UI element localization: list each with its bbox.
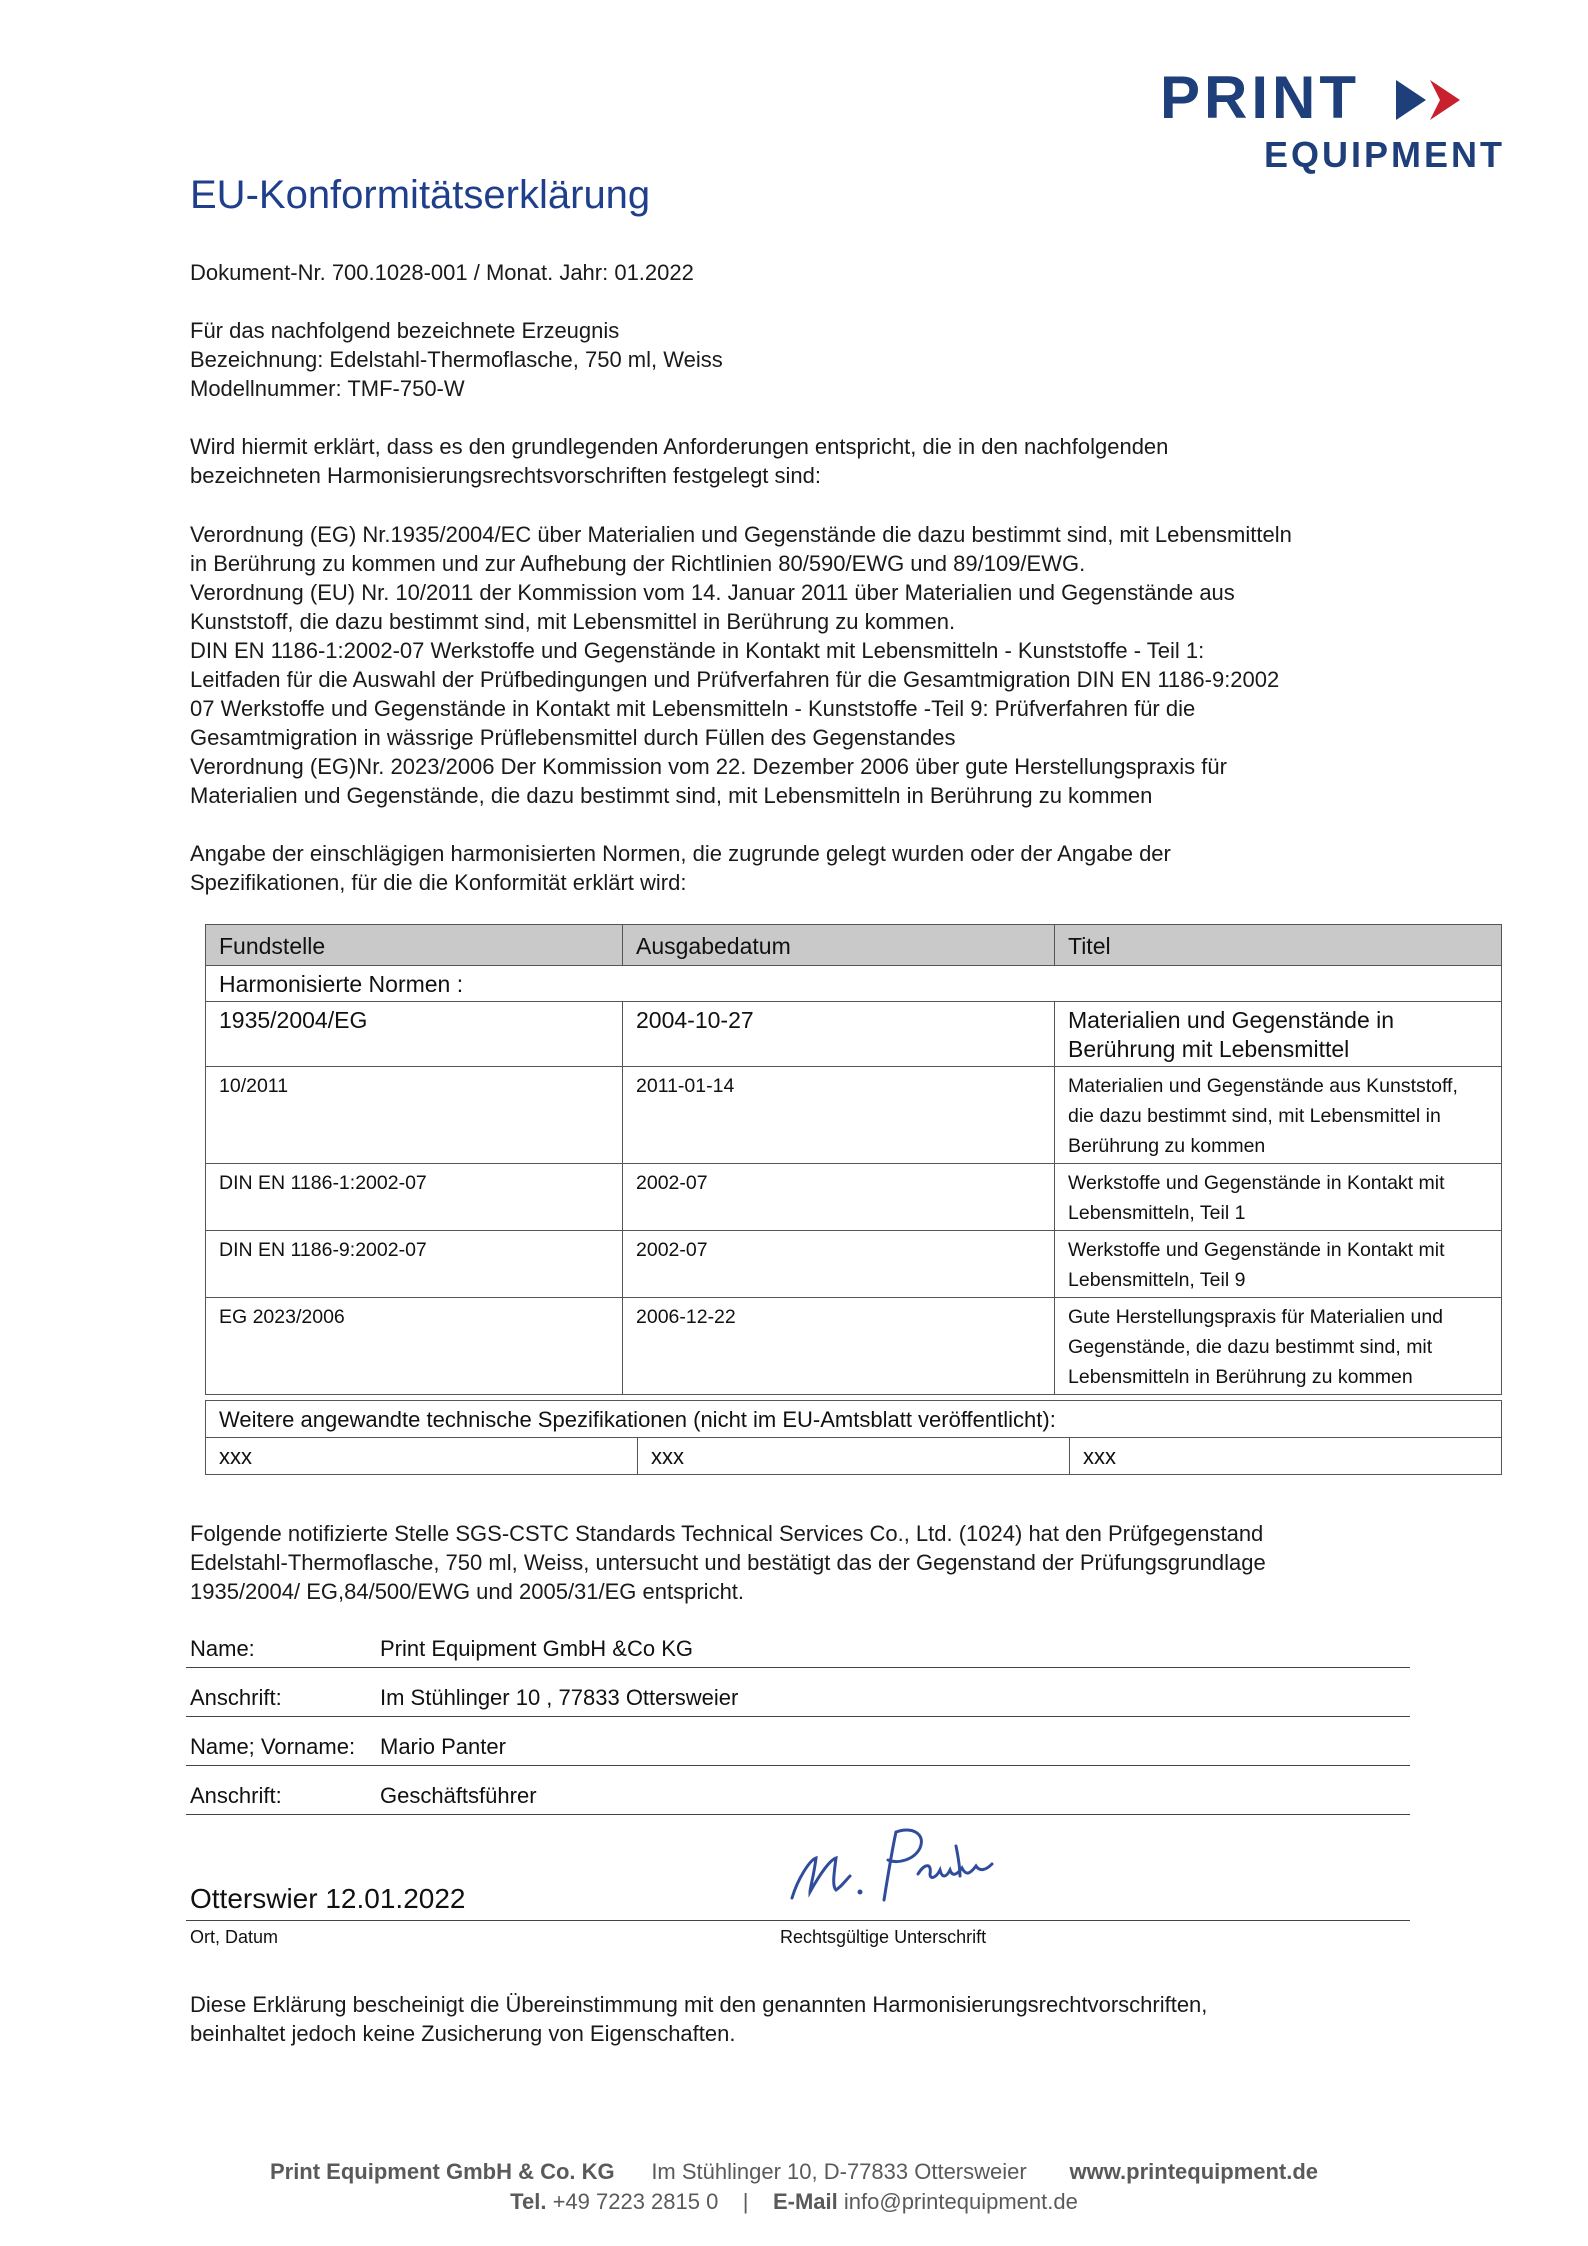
table-row [206,1002,1502,1067]
spec-cell: xxx [1070,1438,1502,1475]
regulation-line: Materialien und Gegenstände, die dazu bestimmt sind, mit Lebensmitteln in Berührung zu kommen [190,783,1153,808]
declaration-line: bezeichneten Harmonisierungsrechtsvorschriften festgelegt sind: [190,463,821,488]
logo-arrows-icon [1396,78,1482,122]
standards-table [205,924,1502,1395]
field-label: Name; Vorname: [190,1734,356,1759]
cell-ausgabedatum: 2006-12-22 [623,1298,1055,1395]
field-label: Anschrift: [190,1685,282,1710]
regulation-line: Gesamtmigration in wässrige Prüflebensmittel durch Füllen des Gegenstandes [190,725,956,750]
handwritten-signature [780,1820,1000,1920]
cell-fundstelle: DIN EN 1186-1:2002-07 [206,1164,623,1231]
table-section-row [206,966,1502,1002]
spec-row [206,1438,1502,1475]
header-titel: Titel [1055,925,1502,966]
declaration-line: Wird hiermit erklärt, dass es den grundlegenden Anforderungen entspricht, die in den nachfolgenden [190,434,1169,459]
product-designation: Bezeichnung: Edelstahl-Thermoflasche, 750 ml, Weiss [190,347,723,372]
standards-intro-line: Angabe der einschlägigen harmonisierten Normen, die zugrunde gelegt wurden oder der Angabe der [190,841,1171,866]
disclaimer-line: beinhaltet jedoch keine Zusicherung von Eigenschaften. [190,2021,736,2046]
footer-email-label: E-Mail [772,2189,838,2214]
regulation-line: Kunststoff, die dazu bestimmt sind, mit Lebensmittel in Berührung zu kommen. [190,609,956,634]
regulation-line: DIN EN 1186-1:2002-07 Werkstoffe und Gegenstände in Kontakt mit Lebensmitteln - Kunststoffe - Teil 1: [190,638,1205,663]
footer-separator: | [742,2189,749,2214]
header-fundstelle: Fundstelle [206,925,623,966]
cell-ausgabedatum: 2011-01-14 [623,1067,1055,1164]
logo-word-equipment: EQUIPMENT [1264,134,1506,175]
cell-ausgabedatum: 2002-07 [623,1164,1055,1231]
notified-body-line: Folgende notifizierte Stelle SGS-CSTC Standards Technical Services Co., Ltd. (1024) hat den Prüfgegenstand [190,1521,1264,1546]
spec-table [205,1400,1502,1475]
field-label: Name: [190,1636,255,1661]
footer-tel-label: Tel. [510,2189,547,2214]
field-person-name [186,1723,1410,1766]
cell-fundstelle: 1935/2004/EG [206,1002,623,1067]
page-title: EU-Konformitätserklärung [190,173,651,217]
table-row [206,1067,1502,1164]
footer-website[interactable]: www.printequipment.de [1069,2159,1319,2184]
field-company-name [186,1625,1410,1668]
field-person-role [186,1772,1410,1815]
regulation-line: Verordnung (EG)Nr. 2023/2006 Der Kommission vom 22. Dezember 2006 über gute Herstellungspraxis für [190,754,1227,779]
notified-body-line: Edelstahl-Thermoflasche, 750 ml, Weiss, untersucht und bestätigt das der Gegenstand der Prüfungsgrundlage [190,1550,1266,1575]
document-number: Dokument-Nr. 700.1028-001 / Monat. Jahr: 01.2022 [190,260,694,285]
caption-signature: Rechtsgültige Unterschrift [780,1927,987,1947]
field-value: Print Equipment GmbH &Co KG [380,1636,694,1661]
table-row [206,1164,1502,1231]
cell-fundstelle: DIN EN 1186-9:2002-07 [206,1231,623,1298]
spec-heading-row [206,1401,1502,1438]
cell-fundstelle: 10/2011 [206,1067,623,1164]
notified-body-line: 1935/2004/ EG,84/500/EWG und 2005/31/EG entspricht. [190,1579,745,1604]
footer-line-2 [0,2188,1588,2216]
place-date: Otterswier 12.01.2022 [190,1883,466,1914]
footer-line-1 [0,2158,1588,2186]
regulation-line: Leitfaden für die Auswahl der Prüfbedingungen und Prüfverfahren für die Gesamtmigration DIN EN 1186-9:2002 [190,667,1280,692]
company-logo [1160,64,1520,178]
disclaimer-line: Diese Erklärung bescheinigt die Übereinstimmung mit den genannten Harmonisierungsrechtvorschriften, [190,1992,1208,2017]
table-row [206,1298,1502,1395]
cell-titel: Werkstoffe und Gegenstände in Kontakt mit Lebensmitteln, Teil 9 [1055,1231,1502,1298]
field-value: Im Stühlinger 10 , 77833 Ottersweier [380,1685,739,1710]
cell-titel: Gute Herstellungspraxis für Materialien und Gegenstände, die dazu bestimmt sind, mit Lebensmitteln in Berührung zu kommen [1055,1298,1502,1395]
cell-ausgabedatum: 2004-10-27 [623,1002,1055,1067]
section-label: Harmonisierte Normen : [206,966,1502,1002]
signature-line [186,1920,1410,1921]
regulation-line: in Berührung zu kommen und zur Aufhebung der Richtlinien 80/590/EWG und 89/109/EWG. [190,551,1086,576]
logo-word-print: PRINT [1160,64,1360,131]
field-company-address [186,1674,1410,1717]
field-label: Anschrift: [190,1783,282,1808]
footer-tel: +49 7223 2815 0 [552,2189,719,2214]
cell-fundstelle: EG 2023/2006 [206,1298,623,1395]
spec-cell: xxx [638,1438,1070,1475]
field-value: Mario Panter [380,1734,506,1759]
table-row [206,1231,1502,1298]
spec-cell: xxx [206,1438,638,1475]
cell-ausgabedatum: 2002-07 [623,1231,1055,1298]
footer-company: Print Equipment GmbH & Co. KG [269,2159,615,2184]
product-intro: Für das nachfolgend bezeichnete Erzeugnis [190,318,620,343]
header-ausgabedatum: Ausgabedatum [623,925,1055,966]
field-value: Geschäftsführer [380,1783,537,1808]
cell-titel: Werkstoffe und Gegenstände in Kontakt mit Lebensmitteln, Teil 1 [1055,1164,1502,1231]
standards-intro-line: Spezifikationen, für die die Konformität erklärt wird: [190,870,687,895]
footer-address: Im Stühlinger 10, D-77833 Ottersweier [651,2159,1027,2184]
spec-heading: Weitere angewandte technische Spezifikationen (nicht im EU-Amtsblatt veröffentlicht): [206,1401,1502,1438]
regulation-line: 07 Werkstoffe und Gegenstände in Kontakt mit Lebensmitteln - Kunststoffe -Teil 9: Prüfverfahren für die [190,696,1196,721]
regulation-line: Verordnung (EG) Nr.1935/2004/EC über Materialien und Gegenstände die dazu bestimmt sind, mit Lebensmitteln [190,522,1292,547]
product-model: Modellnummer: TMF-750-W [190,376,465,401]
caption-place-date: Ort, Datum [190,1927,279,1947]
table-header-row [206,925,1502,966]
regulation-line: Verordnung (EU) Nr. 10/2011 der Kommission vom 14. Januar 2011 über Materialien und Gegenstände aus [190,580,1235,605]
cell-titel: Materialien und Gegenstände aus Kunststoff, die dazu bestimmt sind, mit Lebensmittel in Berührung zu kommen [1055,1067,1502,1164]
footer-email[interactable]: info@printequipment.de [843,2189,1078,2214]
cell-titel: Materialien und Gegenstände in Berührung mit Lebensmittel [1055,1002,1502,1067]
